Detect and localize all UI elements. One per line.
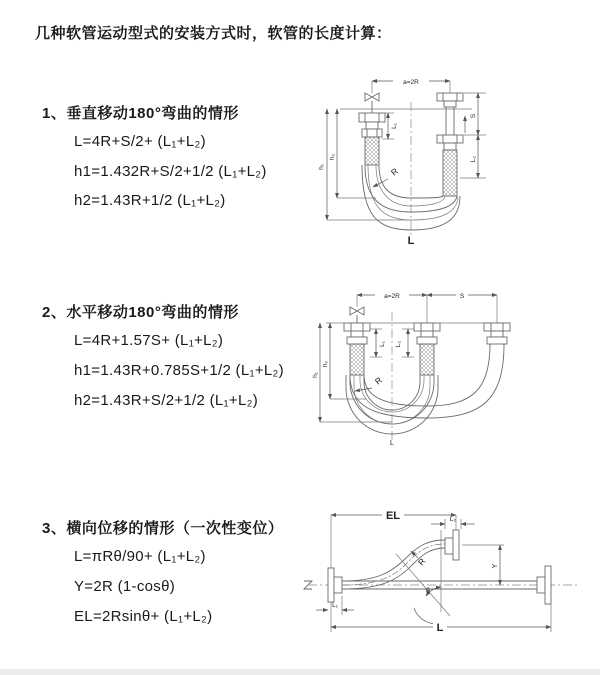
diagram-vertical-180-bend bbox=[310, 66, 600, 266]
section-3-formula-Y: Y=2R (1-cosθ) bbox=[74, 578, 176, 595]
section-1-heading: 1、垂直移动180°弯曲的情形 bbox=[42, 105, 239, 122]
dim-label-s: S bbox=[459, 293, 465, 300]
dim-label-r: R bbox=[415, 556, 428, 568]
dim-label-s: S bbox=[470, 113, 477, 119]
section-1-formula-h2: h2=1.43R+1/2 (L₁+L₂) bbox=[74, 192, 226, 209]
dim-label-h1: h₁ bbox=[312, 372, 319, 378]
dim-label-h1: h₁ bbox=[318, 164, 325, 170]
dim-label-a2r: a=2R bbox=[384, 293, 400, 300]
braided-hose-section bbox=[420, 344, 434, 375]
diagram-horizontal-180-bend bbox=[308, 282, 600, 457]
dim-label-l1: L₁ bbox=[332, 602, 338, 609]
dim-label-h2: h₂ bbox=[329, 153, 336, 161]
section-3-formula-EL: EL=2Rsinθ+ (L₁+L₂) bbox=[74, 608, 213, 625]
page-bottom-edge bbox=[0, 669, 600, 675]
dim-label-h2: h₂ bbox=[322, 360, 329, 368]
page-title: 几种软管运动型式的安装方式时，软管的长度计算： bbox=[35, 25, 392, 42]
section-3-formula-L: L=πRθ/90+ (L₁+L₂) bbox=[74, 548, 206, 565]
dim-label-l2: L₂ bbox=[395, 340, 402, 348]
braided-hose-section bbox=[365, 137, 379, 165]
dim-label-l: L bbox=[436, 622, 444, 634]
braided-hose-section bbox=[443, 150, 457, 196]
dim-label-l: L bbox=[390, 440, 394, 447]
section-2-formula-h2: h2=1.43R+S/2+1/2 (L₁+L₂) bbox=[74, 392, 259, 409]
valve-icon bbox=[365, 93, 379, 101]
dim-label-r: R bbox=[372, 374, 384, 387]
diagram-lateral-displacement bbox=[300, 500, 600, 660]
dim-label-el: EL bbox=[385, 510, 401, 522]
section-3-heading: 3、横向位移的情形（一次性变位） bbox=[42, 520, 284, 537]
section-2-formula-h1: h1=1.43R+0.785S+1/2 (L₁+L₂) bbox=[74, 362, 284, 379]
dim-label-l2: L₂ bbox=[470, 155, 477, 163]
dim-label-l: L bbox=[407, 235, 415, 247]
section-1-formula-L: L=4R+S/2+ (L₁+L₂) bbox=[74, 133, 206, 150]
dim-label-r: R bbox=[388, 165, 400, 178]
dim-label-y: Y bbox=[492, 563, 499, 569]
section-1-formula-h1: h1=1.432R+S/2+1/2 (L₁+L₂) bbox=[74, 163, 267, 180]
section-2-heading: 2、水平移动180°弯曲的情形 bbox=[42, 304, 239, 321]
dim-label-a2r: a=2R bbox=[403, 79, 419, 86]
section-2-formula-L: L=4R+1.57S+ (L₁+L₂) bbox=[74, 332, 224, 349]
braided-hose-section bbox=[350, 344, 364, 375]
dim-label-l1: L₁ bbox=[391, 123, 398, 129]
valve-icon bbox=[350, 307, 364, 315]
dim-label-l2: L₂ bbox=[449, 516, 457, 523]
dim-label-theta: θ bbox=[426, 588, 430, 595]
dim-label-l1: L₁ bbox=[379, 341, 386, 347]
